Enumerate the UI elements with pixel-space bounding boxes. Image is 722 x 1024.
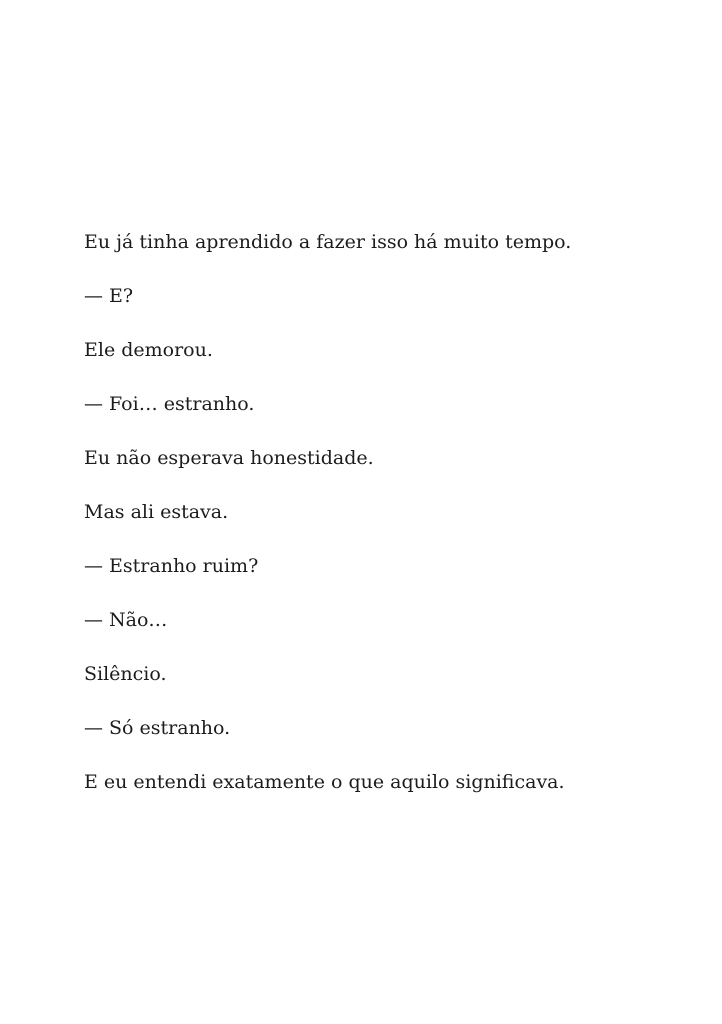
paragraph: Mas ali estava.	[84, 501, 229, 523]
dialogue-line: — Foi… estranho.	[84, 393, 255, 415]
dialogue-line: — Estranho ruim?	[84, 555, 259, 577]
paragraph: Eu não esperava honestidade.	[84, 447, 374, 469]
dialogue-line: — E?	[84, 285, 134, 307]
dialogue-line: — Não…	[84, 609, 168, 631]
paragraph: Ele demorou.	[84, 339, 213, 361]
dialogue-line: — Só estranho.	[84, 717, 231, 739]
story-text	[84, 226, 664, 820]
paragraph: Eu já tinha aprendido a fazer isso há muito tempo.	[84, 231, 572, 253]
paragraph: E eu entendi exatamente o que aquilo significava.	[84, 771, 565, 793]
paragraph: Silêncio.	[84, 663, 167, 685]
